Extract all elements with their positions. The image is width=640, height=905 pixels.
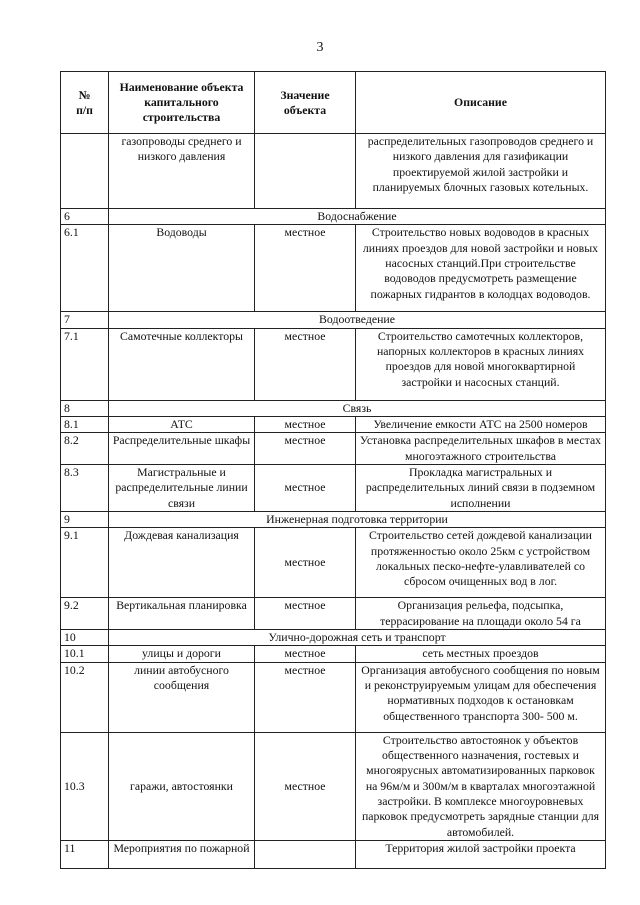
section-row xyxy=(61,312,606,328)
row-description: Строительство автостоянок у объектов общественного назначения, гостевых и многоярусных автоматизированных парковок на 96м/м и 300м/м в кварталах многоэтажной застройки. В комплексе многоуровневых парковок предусмотреть зарядные станции для автомобилей. xyxy=(356,732,606,840)
row-num: 6.1 xyxy=(61,225,109,312)
section-title: Водоотведение xyxy=(109,312,606,328)
row-num: 8.2 xyxy=(61,433,109,465)
row-description: Строительство новых водоводов в красных линиях проездов для новой застройки и новых насосных станций.При строительстве водоводов предусмотреть размещение пожарных гидрантов в колодцах водоводов. xyxy=(356,225,606,312)
row-name: Водоводы xyxy=(109,225,255,312)
table-row xyxy=(61,416,606,432)
section-title: Водоснабжение xyxy=(109,209,606,225)
row-num: 9.1 xyxy=(61,528,109,598)
row-name: Магистральные и распределительные линии связи xyxy=(109,464,255,511)
header-num: № п/п xyxy=(61,72,109,134)
table-row xyxy=(61,464,606,511)
row-description: Прокладка магистральных и распределительных линий связи в подземном исполнении xyxy=(356,464,606,511)
section-num: 6 xyxy=(61,209,109,225)
row-value: местное xyxy=(255,662,356,732)
section-title: Улично-дорожная сеть и транспорт xyxy=(109,629,606,645)
row-value xyxy=(255,134,356,209)
row-name: Самотечные коллекторы xyxy=(109,328,255,400)
section-row xyxy=(61,209,606,225)
row-description: Установка распределительных шкафов в местах многоэтажного строительства xyxy=(356,433,606,465)
row-num: 10.1 xyxy=(61,646,109,662)
row-value: местное xyxy=(255,433,356,465)
row-name: Вертикальная планировка xyxy=(109,598,255,630)
row-name: Мероприятия по пожарной xyxy=(109,840,255,868)
row-num: 10.2 xyxy=(61,662,109,732)
table-row xyxy=(61,646,606,662)
row-description: Строительство сетей дождевой канализации протяженностью около 25км с устройством локальных песко-нефте-улавливателей со сбросом очищенных вод в лог. xyxy=(356,528,606,598)
objects-table xyxy=(60,71,606,869)
row-description: сеть местных проездов xyxy=(356,646,606,662)
row-value: местное xyxy=(255,598,356,630)
row-num: 9.2 xyxy=(61,598,109,630)
row-value: местное xyxy=(255,328,356,400)
row-num: 8.1 xyxy=(61,416,109,432)
row-value: местное xyxy=(255,528,356,598)
table-row xyxy=(61,662,606,732)
section-num: 9 xyxy=(61,511,109,527)
row-value: местное xyxy=(255,646,356,662)
row-description: Строительство самотечных коллекторов, напорных коллекторов в красных линиях проездов для новой многоквартирной застройки и насосных станций. xyxy=(356,328,606,400)
table-row xyxy=(61,840,606,868)
table-row xyxy=(61,732,606,840)
table-row xyxy=(61,433,606,465)
section-row xyxy=(61,629,606,645)
header-name: Наименование объекта капитального строительства xyxy=(109,72,255,134)
row-description: распределительных газопроводов среднего и низкого давления для газификации проектируемой жилой застройки и планируемых блочных газовых котельных. xyxy=(356,134,606,209)
table-row xyxy=(61,328,606,400)
section-title: Связь xyxy=(109,400,606,416)
section-row xyxy=(61,400,606,416)
section-num: 8 xyxy=(61,400,109,416)
header-value: Значение объекта xyxy=(255,72,356,134)
row-description: Увеличение емкости АТС на 2500 номеров xyxy=(356,416,606,432)
row-description: Организация рельефа, подсыпка, террасирование на площади около 54 га xyxy=(356,598,606,630)
section-row xyxy=(61,511,606,527)
row-num xyxy=(61,134,109,209)
row-num: 8.3 xyxy=(61,464,109,511)
row-name: Дождевая канализация xyxy=(109,528,255,598)
table-header-row xyxy=(61,72,606,134)
row-num: 10.3 xyxy=(61,732,109,840)
table-row xyxy=(61,598,606,630)
row-description: Организация автобусного сообщения по новым и реконструируемым улицам для обеспечения нормативных подходов к остановкам общественного транспорта 300- 500 м. xyxy=(356,662,606,732)
table-row xyxy=(61,134,606,209)
row-description: Территория жилой застройки проекта xyxy=(356,840,606,868)
section-num: 10 xyxy=(61,629,109,645)
row-value: местное xyxy=(255,732,356,840)
row-name: гаражи, автостоянки xyxy=(109,732,255,840)
page-number: 3 xyxy=(316,40,324,55)
row-name: Распределительные шкафы xyxy=(109,433,255,465)
table-row xyxy=(61,225,606,312)
row-value: местное xyxy=(255,416,356,432)
section-num: 7 xyxy=(61,312,109,328)
row-name: улицы и дороги xyxy=(109,646,255,662)
row-value: местное xyxy=(255,225,356,312)
section-title: Инженерная подготовка территории xyxy=(109,511,606,527)
row-name: газопроводы среднего и низкого давления xyxy=(109,134,255,209)
row-num: 11 xyxy=(61,840,109,868)
row-name: линии автобусного сообщения xyxy=(109,662,255,732)
row-name: АТС xyxy=(109,416,255,432)
row-value xyxy=(255,840,356,868)
row-num: 7.1 xyxy=(61,328,109,400)
table-row xyxy=(61,528,606,598)
header-description: Описание xyxy=(356,72,606,134)
row-value: местное xyxy=(255,464,356,511)
